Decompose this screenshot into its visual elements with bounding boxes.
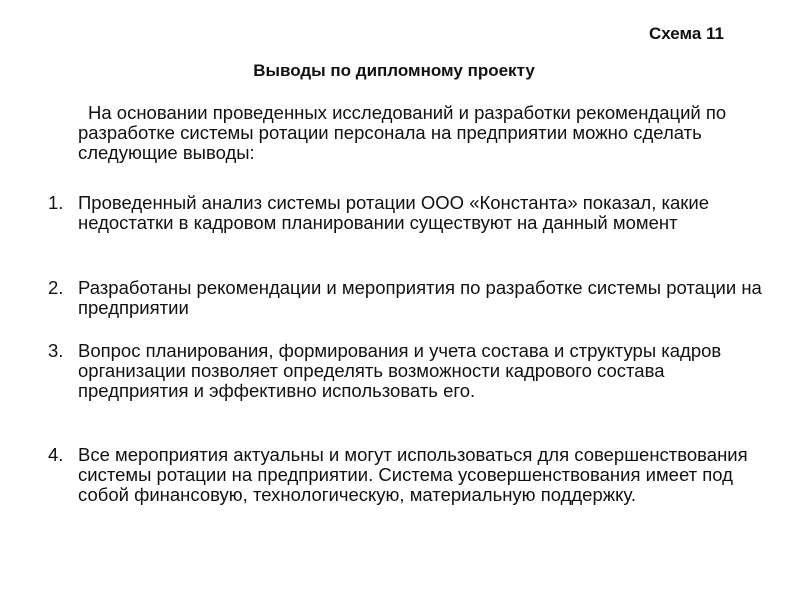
conclusion-item-1: [48, 193, 768, 233]
item-number: 4.: [48, 444, 64, 465]
conclusion-item-3: [48, 341, 768, 401]
conclusion-item-4: [48, 445, 768, 505]
intro-paragraph: На основании проведенных исследований и разработки рекомендаций по разработке системы ротации персонала на предприятии можно сделать следующие выводы:: [78, 102, 727, 163]
item-text: Вопрос планирования, формирования и учета состава и структуры кадров организации позволяет определять возможности кадрового состава предприятия и эффективно использовать его.: [78, 340, 722, 401]
slide-title: Выводы по дипломному проекту: [253, 61, 535, 80]
conclusion-item-2: [48, 278, 768, 318]
item-text: Разработаны рекомендации и мероприятия по разработке системы ротации на предприятии: [78, 277, 762, 318]
item-text: Проведенный анализ системы ротации ООО «Константа» показал, какие недостатки в кадровом планировании существуют на данный момент: [78, 192, 710, 233]
item-number: 1.: [48, 192, 64, 213]
item-text: Все мероприятия актуальны и могут использоваться для совершенствования системы ротации на предприятии. Система усовершенствования имеет под собой финансовую, технологическую, материальную поддержку.: [78, 444, 748, 505]
item-number: 3.: [48, 340, 64, 361]
item-number: 2.: [48, 277, 64, 298]
scheme-label: Схема 11: [648, 24, 724, 43]
